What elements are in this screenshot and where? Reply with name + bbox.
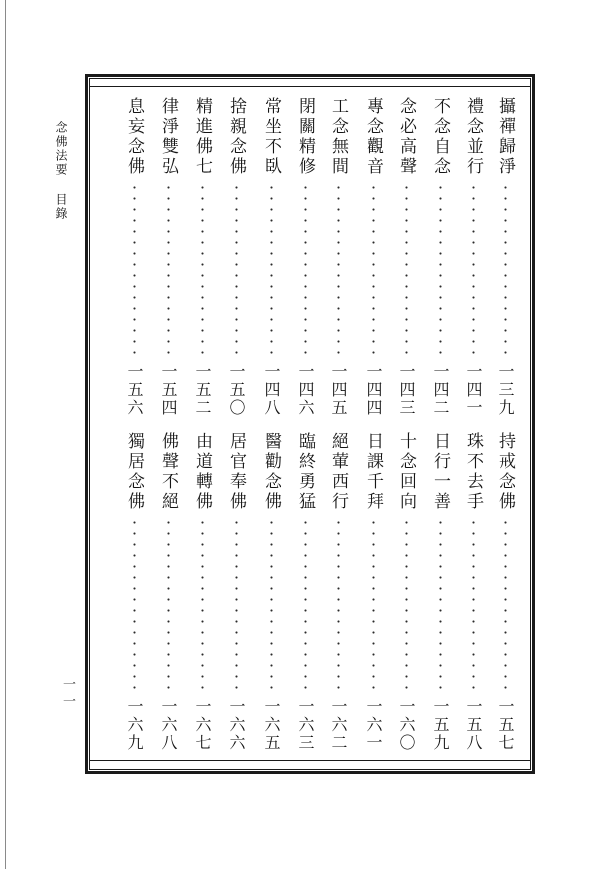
toc-entry-page: 一四六 — [296, 363, 315, 417]
toc-entry-page: 一三九 — [496, 363, 515, 417]
toc-entry — [189, 97, 215, 417]
frame-top-inner-rule — [90, 86, 530, 87]
dot-leader — [201, 182, 204, 358]
dot-leader — [472, 517, 475, 693]
toc-entry-title: 捨親念佛 — [226, 97, 246, 177]
toc-entry-title: 獨居念佛 — [124, 432, 144, 512]
toc-entry-page: 一六五 — [262, 698, 281, 752]
dot-leader — [304, 182, 307, 358]
toc-entry-page: 一五九 — [431, 698, 450, 752]
toc-entry — [492, 97, 518, 417]
toc-entry-title: 律淨雙弘 — [158, 97, 178, 177]
toc-entry-page: 一六二 — [329, 698, 348, 752]
dot-leader — [133, 182, 136, 358]
toc-entry-title: 攝禪歸淨 — [495, 97, 515, 177]
toc-entry — [223, 97, 249, 417]
toc-entry-page: 一五七 — [496, 698, 515, 752]
toc-entry-page: 一四三 — [397, 363, 416, 417]
toc-entry-title: 閉關精修 — [295, 97, 315, 177]
toc-entry — [258, 97, 284, 417]
toc-entry-title: 持戒念佛 — [495, 432, 515, 512]
dot-leader — [201, 517, 204, 693]
toc-entry-page: 一六八 — [159, 698, 178, 752]
toc-entry — [325, 97, 351, 417]
toc-entry-page: 一六六 — [227, 698, 246, 752]
toc-entry — [292, 97, 318, 417]
dot-leader — [405, 182, 408, 358]
toc-entry — [155, 97, 181, 417]
dot-leader — [472, 182, 475, 358]
toc-entry-title: 居官奉佛 — [226, 432, 246, 512]
toc-entry-title: 不念自念 — [430, 97, 450, 177]
toc-entry-page: 一四五 — [329, 363, 348, 417]
toc-entry-page: 一五六 — [125, 363, 144, 417]
toc-entry-title: 禮念並行 — [463, 97, 483, 177]
toc-entry — [427, 432, 453, 752]
page-edge-rule — [5, 0, 6, 869]
toc-entry-title: 珠不去手 — [463, 432, 483, 512]
dot-leader — [504, 182, 507, 358]
toc-entry-page: 一五二 — [193, 363, 212, 417]
book-title: 念佛法要 — [54, 121, 68, 177]
frame-bottom-inner-rule — [90, 760, 530, 761]
toc-entry-title: 常坐不臥 — [261, 97, 281, 177]
toc-entry-title: 臨終勇猛 — [295, 432, 315, 512]
toc-entry-page: 一六〇 — [397, 698, 416, 752]
toc-entry — [492, 432, 518, 752]
toc-entry-title: 專念觀音 — [363, 97, 383, 177]
toc-entry — [427, 97, 453, 417]
page-number: 一一 — [60, 677, 75, 711]
toc-entry — [223, 432, 249, 752]
toc-entry — [393, 432, 419, 752]
dot-leader — [337, 517, 340, 693]
dot-leader — [270, 517, 273, 693]
toc-entry-page: 一五八 — [464, 698, 483, 752]
dot-leader — [439, 182, 442, 358]
toc-entry-title: 佛聲不絕 — [158, 432, 178, 512]
toc-entry — [460, 432, 486, 752]
toc-entry — [155, 432, 181, 752]
toc-entry — [258, 432, 284, 752]
toc-entry — [360, 97, 386, 417]
toc-entry-page: 一四二 — [431, 363, 450, 417]
toc-entry-page: 一四四 — [364, 363, 383, 417]
toc-entry-title: 息妄念佛 — [124, 97, 144, 177]
toc-entry-page: 一五〇 — [227, 363, 246, 417]
toc-entry-page: 一四一 — [464, 363, 483, 417]
toc-entry-title: 念必高聲 — [396, 97, 416, 177]
toc-entry-page: 一四八 — [262, 363, 281, 417]
dot-leader — [405, 517, 408, 693]
toc-entry — [292, 432, 318, 752]
dot-leader — [337, 182, 340, 358]
dot-leader — [439, 517, 442, 693]
toc-entry-page: 一六三 — [296, 698, 315, 752]
toc-entry — [121, 432, 147, 752]
toc-entry — [121, 97, 147, 417]
dot-leader — [235, 517, 238, 693]
toc-entry — [393, 97, 419, 417]
dot-leader — [270, 182, 273, 358]
toc-entry — [360, 432, 386, 752]
running-head — [54, 121, 68, 221]
toc-entry-title: 日課千拜 — [363, 432, 383, 512]
toc-entry-title: 十念回向 — [396, 432, 416, 512]
toc-entry — [325, 432, 351, 752]
toc-entry-title: 醫勸念佛 — [261, 432, 281, 512]
dot-leader — [167, 182, 170, 358]
dot-leader — [372, 182, 375, 358]
toc-entry — [189, 432, 215, 752]
dot-leader — [304, 517, 307, 693]
dot-leader — [504, 517, 507, 693]
section-title: 目錄 — [54, 193, 68, 221]
toc-entry-title: 日行一善 — [430, 432, 450, 512]
dot-leader — [372, 517, 375, 693]
toc-entry — [460, 97, 486, 417]
dot-leader — [133, 517, 136, 693]
toc-entry-title: 絕葷西行 — [328, 432, 348, 512]
dot-leader — [235, 182, 238, 358]
toc-entry-title: 精進佛七 — [192, 97, 212, 177]
toc-entry-page: 一六七 — [193, 698, 212, 752]
toc-entry-title: 由道轉佛 — [192, 432, 212, 512]
toc-entry-page: 一六一 — [364, 698, 383, 752]
dot-leader — [167, 517, 170, 693]
toc-entry-page: 一五四 — [159, 363, 178, 417]
toc-entry-title: 工念無間 — [328, 97, 348, 177]
toc-entry-page: 一六九 — [125, 698, 144, 752]
